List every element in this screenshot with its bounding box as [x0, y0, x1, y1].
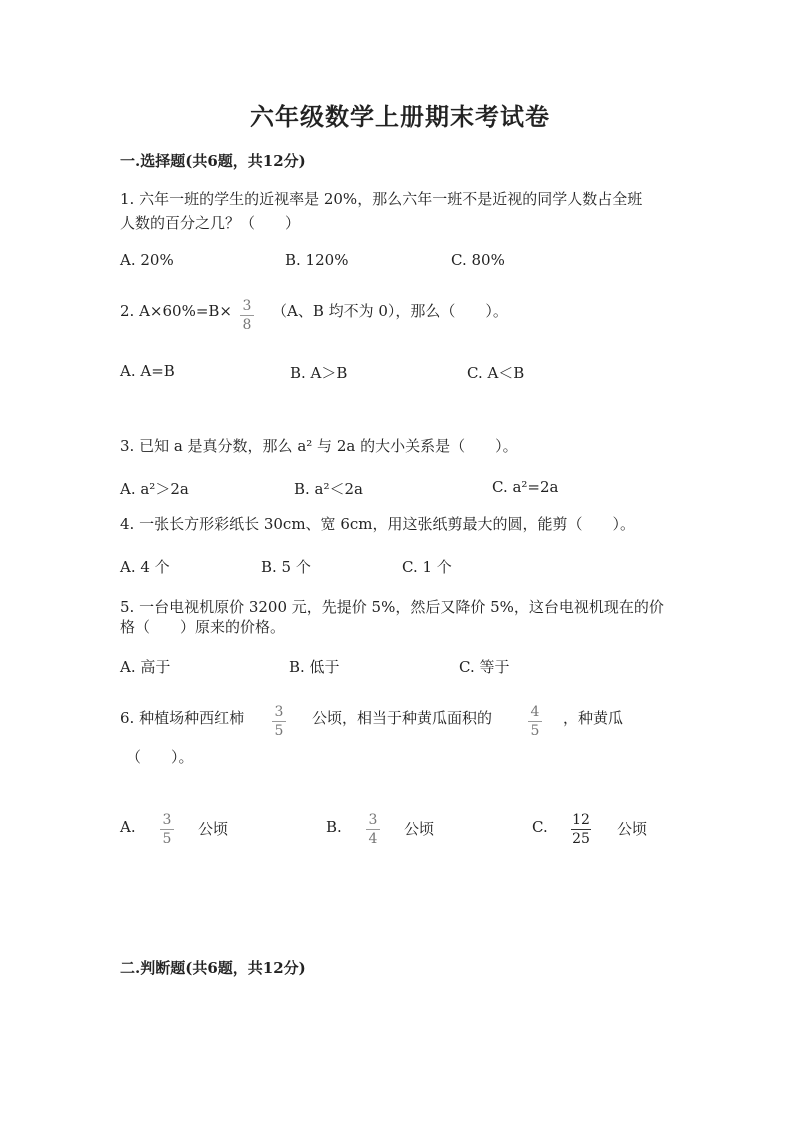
fraction-denominator: 5 [530, 723, 540, 739]
question-6-option-a-unit: 公顷 [198, 820, 229, 838]
question-6-option-a-fraction [160, 812, 174, 847]
fraction-numerator: 3 [368, 812, 378, 828]
section-2-header: 二.判断题(共6题，共12分) [120, 959, 306, 977]
question-3-option-a: A. a²＞2a [120, 480, 189, 498]
fraction-numerator: 3 [242, 298, 252, 314]
fraction-bar [571, 829, 591, 830]
question-5-line-2: 格（ ）原来的价格。 [120, 618, 286, 636]
question-6-middle: 公顷，相当于种黄瓜面积的 [312, 709, 493, 727]
question-6-fraction-1 [272, 704, 286, 739]
fraction-denominator: 5 [274, 723, 284, 739]
question-4-option-b: B. 5 个 [261, 558, 311, 576]
question-3-text: 3. 已知 a 是真分数，那么 a² 与 2a 的大小关系是（ ）。 [120, 437, 518, 455]
question-6-line-2: （ ）。 [126, 748, 194, 766]
question-5-line-1: 5. 一台电视机原价 3200 元，先提价 5%，然后又降价 5%，这台电视机现在的价 [120, 598, 664, 616]
question-2-fraction [240, 298, 254, 333]
question-1-line-2: 人数的百分之几？（ ） [120, 214, 301, 232]
fraction-denominator: 4 [368, 831, 378, 847]
fraction-bar [240, 315, 254, 316]
fraction-numerator: 12 [572, 812, 590, 828]
question-6-prefix: 6. 种植场种西红柿 [120, 709, 245, 727]
fraction-bar [272, 721, 286, 722]
question-1-option-a: A. 20% [120, 251, 174, 269]
fraction-bar [160, 829, 174, 830]
question-6-option-b-fraction [366, 812, 380, 847]
question-4-option-a: A. 4 个 [120, 558, 170, 576]
question-5-option-c: C. 等于 [459, 658, 510, 676]
question-4-text: 4. 一张长方形彩纸长 30cm、宽 6cm，用这张纸剪最大的圆，能剪（ ）。 [120, 515, 635, 533]
question-2-option-b: B. A＞B [290, 364, 348, 382]
question-2-option-a: A. A=B [120, 362, 175, 380]
question-6-option-c-unit: 公顷 [617, 820, 648, 838]
question-5-option-a: A. 高于 [120, 658, 171, 676]
fraction-denominator: 5 [162, 831, 172, 847]
question-2-prefix: 2. A×60%=B× [120, 302, 232, 320]
question-4-option-c: C. 1 个 [402, 558, 452, 576]
question-1-option-b: B. 120% [285, 251, 349, 269]
question-1-option-c: C. 80% [451, 251, 505, 269]
question-6-option-b-unit: 公顷 [404, 820, 435, 838]
question-2-suffix: （A、B 均不为 0），那么（ ）。 [272, 302, 508, 320]
question-3-option-c: C. a²=2a [492, 478, 559, 496]
question-6-suffix: ，种黄瓜 [563, 709, 624, 727]
fraction-bar [528, 721, 542, 722]
question-6-option-c-letter: C. [532, 818, 548, 836]
fraction-denominator: 8 [242, 317, 252, 333]
page-title: 六年级数学上册期末考试卷 [250, 102, 550, 131]
question-6-fraction-2 [528, 704, 542, 739]
fraction-denominator: 25 [572, 831, 590, 847]
question-6-option-a-letter: A. [120, 818, 136, 836]
question-1-line-1: 1. 六年一班的学生的近视率是 20%，那么六年一班不是近视的同学人数占全班 [120, 190, 643, 208]
fraction-numerator: 4 [530, 704, 540, 720]
question-3-option-b: B. a²＜2a [294, 480, 364, 498]
question-2-option-c: C. A＜B [467, 364, 525, 382]
fraction-bar [366, 829, 380, 830]
question-6-option-b-letter: B. [326, 818, 342, 836]
fraction-numerator: 3 [274, 704, 284, 720]
question-6-option-c-fraction [571, 812, 591, 847]
fraction-numerator: 3 [162, 812, 172, 828]
question-5-option-b: B. 低于 [289, 658, 340, 676]
section-1-header: 一.选择题(共6题，共12分) [120, 152, 306, 170]
